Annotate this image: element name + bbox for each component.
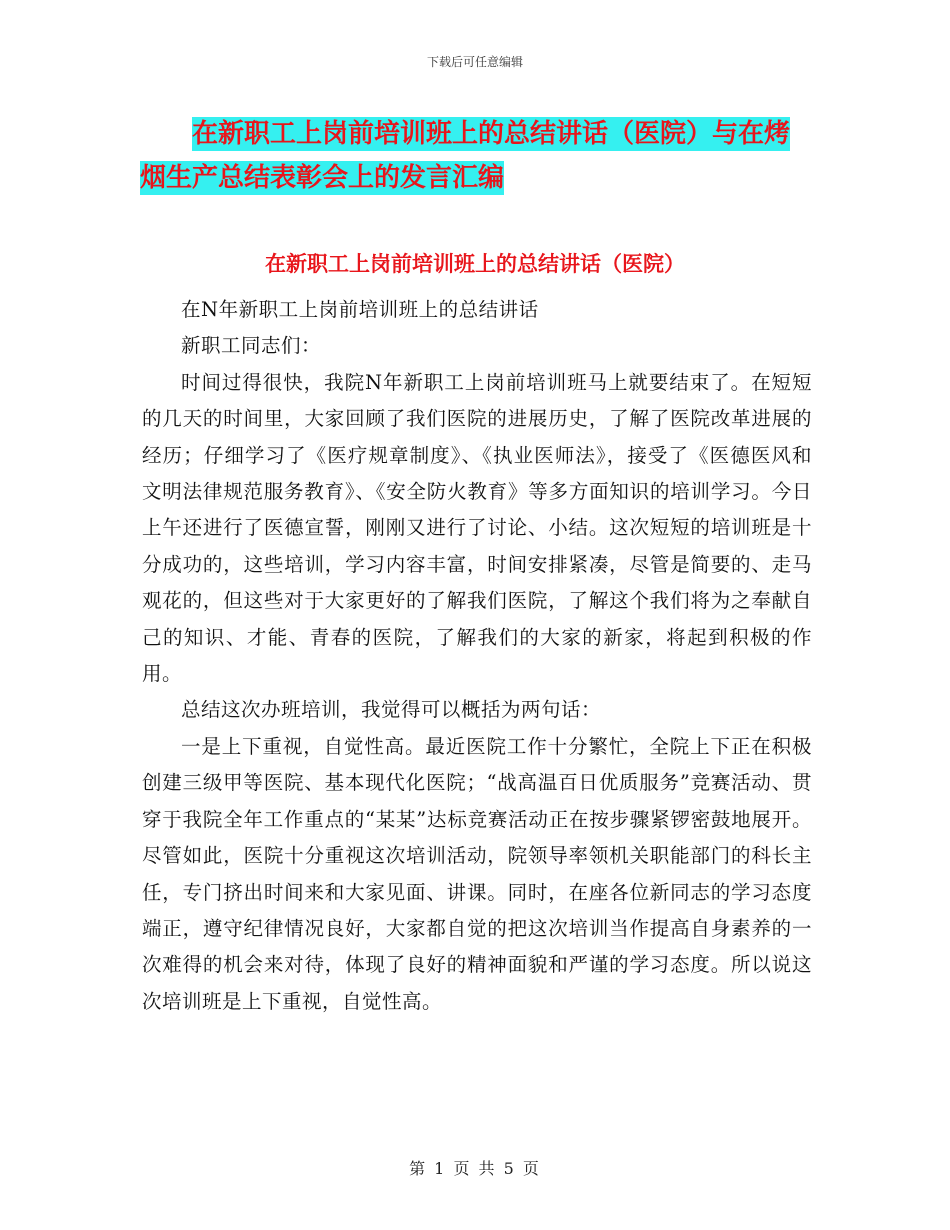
page-footer: 第 1 页 共 5 页 <box>409 1159 541 1178</box>
paragraph: 在N年新职工上岗前培训班上的总结讲话 <box>181 298 539 321</box>
section-title: 在新职工上岗前培训班上的总结讲话（医院） <box>265 252 685 276</box>
title-line-2: 烟生产总结表彰会上的发言汇编 <box>140 163 505 193</box>
paragraph: 新职工同志们： <box>181 334 322 358</box>
header-note: 下载后可任意编辑 <box>426 55 523 69</box>
title-line-1: 在新职工上岗前培训班上的总结讲话（医院）与在烤 <box>192 119 791 149</box>
paragraph: 时间过得很快，我院N年新职工上岗前培训班马上就要结束了。在短短的几天的时间里，大家回顾了我们医院的进展历史，了解了医院改革进展的经历；仔细学习了《医疗规章制度》、《执业医师法》，接受了《医德医风和文明法律规范服务教育》、《安全防火教育》等多方面知识的培训学习。今日上午还进行了医德宣誓，刚刚又进行了讨论、小结。这次短短的培训班是十分成功的，这些培训，学习内容丰富，时间安排紧凑，尽管是简要的、走马观花的，但这些对于大家更好的了解我们医院，了解这个我们将为之奉献自己的知识、才能、青春的医院，了解我们的大家的新家，将起到积极的作用。 <box>142 370 812 686</box>
paragraph: 总结这次办班培训，我觉得可以概括为两句话： <box>181 698 602 722</box>
paragraph: 一是上下重视，自觉性高。最近医院工作十分繁忙，全院上下正在积极创建三级甲等医院、基本现代化医院；“战高温百日优质服务”竞赛活动、贯穿于我院全年工作重点的“某某”达标竞赛活动正在按步骤紧锣密鼓地展开。尽管如此，医院十分重视这次培训活动，院领导率领机关职能部门的科长主任，专门挤出时间来和大家见面、讲课。同时，在座各位新同志的学习态度端正，遵守纪律情况良好，大家都自觉的把这次培训当作提高自身素养的一次难得的机会来对待，体现了良好的精神面貌和严谨的学习态度。所以说这次培训班是上下重视，自觉性高。 <box>142 734 812 1013</box>
document-title <box>140 112 820 200</box>
body-text <box>142 292 812 1020</box>
